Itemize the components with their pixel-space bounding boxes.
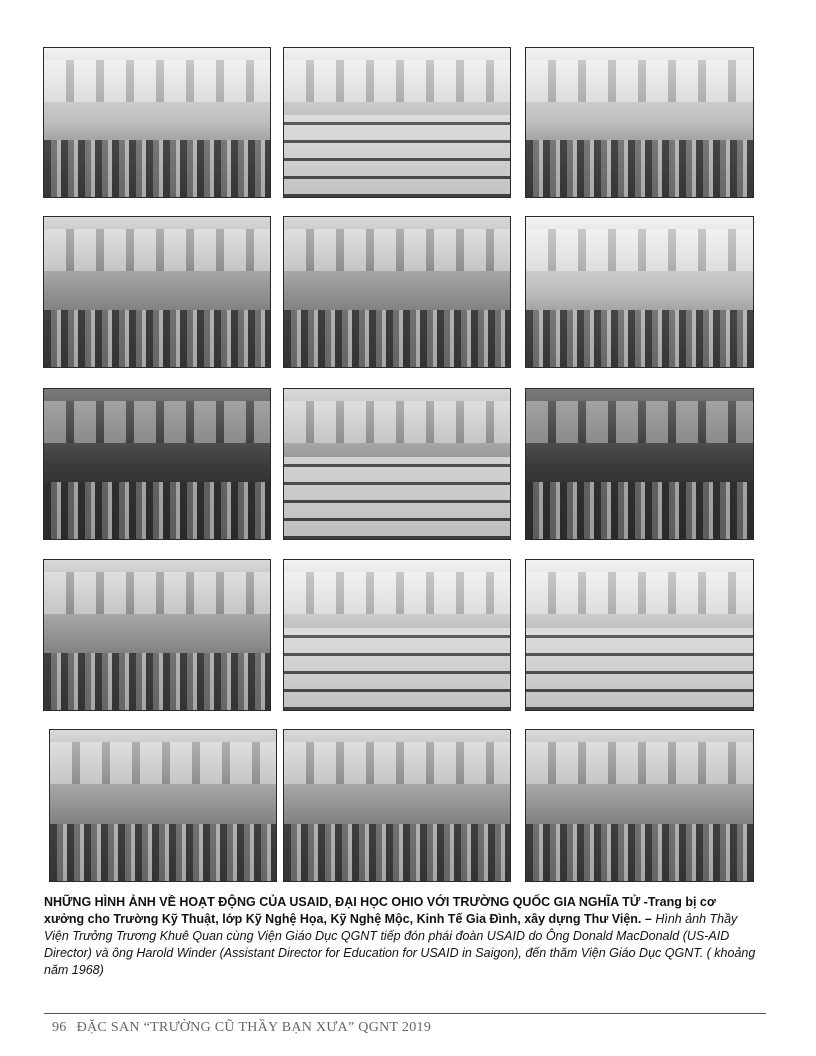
caption-headline: NHỮNG HÌNH ẢNH VỀ HOẠT ĐỘNG CỦA USAID, ĐẠI HỌC OHIO VỚI TRƯỜNG QUỐC GIA NGHĨA TỬ -Trang bị cơ xưởng cho Trường Kỹ Thuật, lớp Kỹ Nghệ Họa, Kỹ Nghệ Mộc, Kinh Tế Gia Đình, xây dựng Thư Viện.	[44, 895, 716, 926]
photo-classroom-visit-desks	[525, 729, 754, 882]
caption-description: Hình ảnh Thầy Viện Trưởng Trương Khuê Quan cùng Viện Giáo Dục QGNT tiếp đón phái đoàn USAID do Ông Donald MacDonald (US-AID Director) và ông Harold Winder (Assistant Director for Education for USAID in Saigon), đến thăm Viện Giáo Dục QGNT. ( khoảng năm 1968)	[44, 912, 756, 977]
photo-home-economics-class	[49, 729, 277, 882]
photo-procession-students	[43, 47, 271, 198]
page-footer	[52, 1020, 431, 1036]
photo-dormitory-beds	[43, 216, 271, 368]
photo-caption	[44, 894, 756, 979]
photo-officials-with-ao-dai-students	[525, 388, 754, 540]
photo-classroom-visit-front	[283, 729, 511, 882]
photo-outdoor-seated-guests	[525, 216, 754, 368]
photo-visitors-walking-corridor	[283, 47, 511, 198]
caption-separator: –	[641, 912, 656, 926]
footer-divider	[44, 1013, 766, 1014]
photo-speaker-with-students	[43, 388, 271, 540]
photo-garden-group	[43, 559, 271, 711]
photo-workshop-doorway	[525, 47, 754, 198]
photo-school-building-assembly	[283, 559, 511, 711]
photo-classroom-officials-standing	[283, 216, 511, 368]
publication-title: ĐẶC SAN “TRƯỜNG CŨ THẦY BẠN XƯA” QGNT 2019	[76, 1020, 432, 1035]
photo-school-building-wide	[525, 559, 754, 711]
page-number: 96	[52, 1020, 67, 1035]
photo-veranda-ceremony	[283, 388, 511, 540]
